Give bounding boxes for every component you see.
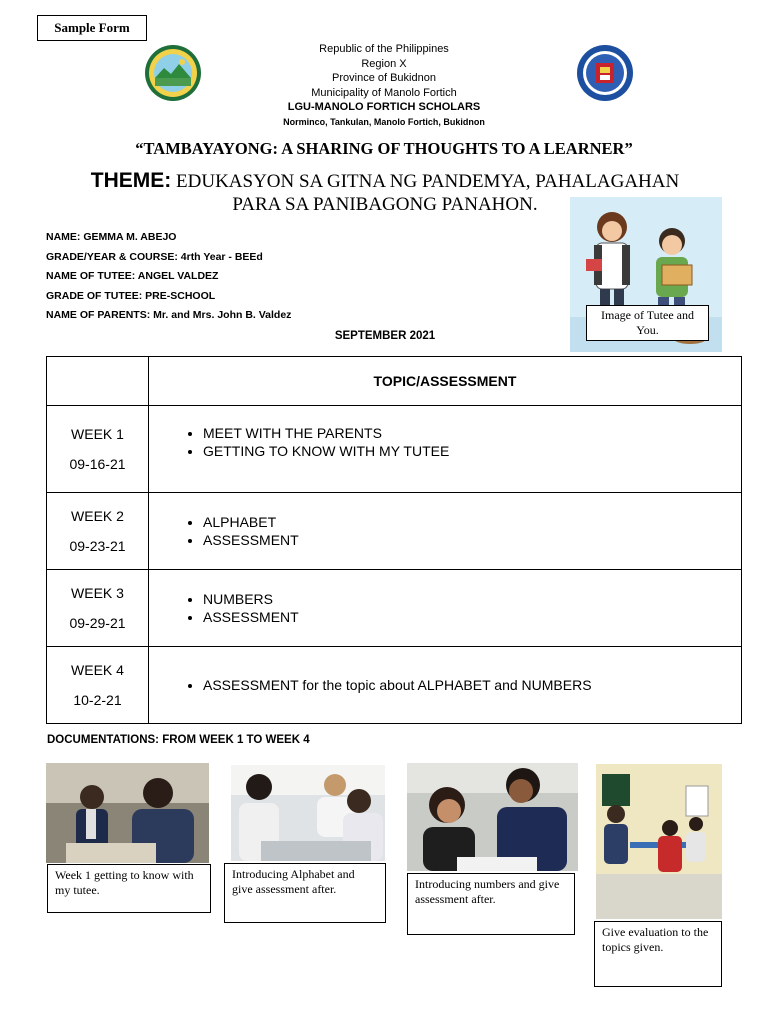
table-row xyxy=(47,570,742,647)
topic-item: • ASSESSMENT for the topic about ALPHABET and NUMBERS xyxy=(203,676,740,694)
letterhead-region: Region X xyxy=(361,57,407,70)
week-label: WEEK 1 xyxy=(71,426,124,442)
topic-cell xyxy=(149,570,742,647)
week-cell xyxy=(47,406,149,493)
weekly-plan-table xyxy=(46,356,742,724)
table-header-week-cell xyxy=(47,357,149,406)
topic-item: • ASSESSMENT xyxy=(203,531,740,549)
lgu-scholars-seal-logo xyxy=(576,44,634,102)
week3-photo xyxy=(407,763,578,871)
info-tutee-grade: GRADE OF TUTEE: PRE-SCHOOL xyxy=(46,289,216,302)
info-parents: NAME OF PARENTS: Mr. and Mrs. John B. Valdez xyxy=(46,309,292,321)
topic-item: • ASSESSMENT xyxy=(203,608,740,626)
letterhead-address: Norminco, Tankulan, Manolo Fortich, Bukidnon xyxy=(283,116,485,127)
week1-photo xyxy=(46,763,209,863)
documentations-title: DOCUMENTATIONS: FROM WEEK 1 TO WEEK 4 xyxy=(47,734,310,746)
topic-item: • ALPHABET xyxy=(203,513,740,531)
week4-photo xyxy=(596,764,722,919)
week-cell xyxy=(47,570,149,647)
table-header-topic: TOPIC/ASSESSMENT xyxy=(149,357,742,406)
week2-photo xyxy=(231,765,385,861)
topic-item: • GETTING TO KNOW WITH MY TUTEE xyxy=(203,442,740,460)
letterhead-republic: Republic of the Philippines xyxy=(319,43,449,55)
letterhead-province: Province of Bukidnon xyxy=(332,72,436,84)
week-date: 10-2-21 xyxy=(73,692,122,708)
month-label: SEPTEMBER 2021 xyxy=(334,330,436,342)
week-label: WEEK 4 xyxy=(71,662,124,678)
week3-caption: Introducing numbers and give assessment after. xyxy=(407,873,575,935)
municipal-seal-logo xyxy=(144,44,202,102)
letterhead-municipality: Municipality of Manolo Fortich xyxy=(311,86,457,99)
tutee-image-caption: Image of Tutee and You. xyxy=(586,305,709,341)
info-tutee-name: NAME OF TUTEE: ANGEL VALDEZ xyxy=(46,270,219,282)
week-label: WEEK 3 xyxy=(71,585,124,601)
table-row xyxy=(47,493,742,570)
theme-text-line2: PARA SA PANIBAGONG PANAHON. xyxy=(232,194,538,215)
week-date: 09-16-21 xyxy=(69,456,126,472)
student-info xyxy=(46,228,291,326)
week-label: WEEK 2 xyxy=(71,508,124,524)
week-date: 09-23-21 xyxy=(69,538,126,554)
info-grade-course: GRADE/YEAR & COURSE: 4rth Year - BEEd xyxy=(46,250,263,263)
letterhead-organization: LGU-MANOLO FORTICH SCHOLARS xyxy=(287,101,481,113)
letterhead xyxy=(234,42,534,129)
week2-caption: Introducing Alphabet and give assessment after. xyxy=(224,863,386,923)
topic-cell xyxy=(149,493,742,570)
theme-text-line1: EDUKASYON SA GITNA NG PANDEMYA, PAHALAGAHAN xyxy=(171,171,680,192)
info-name: NAME: GEMMA M. ABEJO xyxy=(46,231,177,243)
week-cell xyxy=(47,493,149,570)
topic-item: • MEET WITH THE PARENTS xyxy=(203,424,740,442)
topic-cell xyxy=(149,647,742,724)
table-header-row xyxy=(47,357,742,406)
theme-label: THEME: xyxy=(90,169,172,192)
topic-item: • NUMBERS xyxy=(203,590,740,608)
week-date: 09-29-21 xyxy=(69,615,126,631)
table-row xyxy=(47,406,742,493)
week1-caption: Week 1 getting to know with my tutee. xyxy=(47,864,211,913)
table-row xyxy=(47,647,742,724)
topic-cell xyxy=(149,406,742,493)
week4-caption: Give evaluation to the topics given. xyxy=(594,921,722,987)
program-motto: “TAMBAYAYONG: A SHARING OF THOUGHTS TO A LEARNER” xyxy=(135,139,633,158)
week-cell xyxy=(47,647,149,724)
sample-form-label: Sample Form xyxy=(37,15,147,41)
